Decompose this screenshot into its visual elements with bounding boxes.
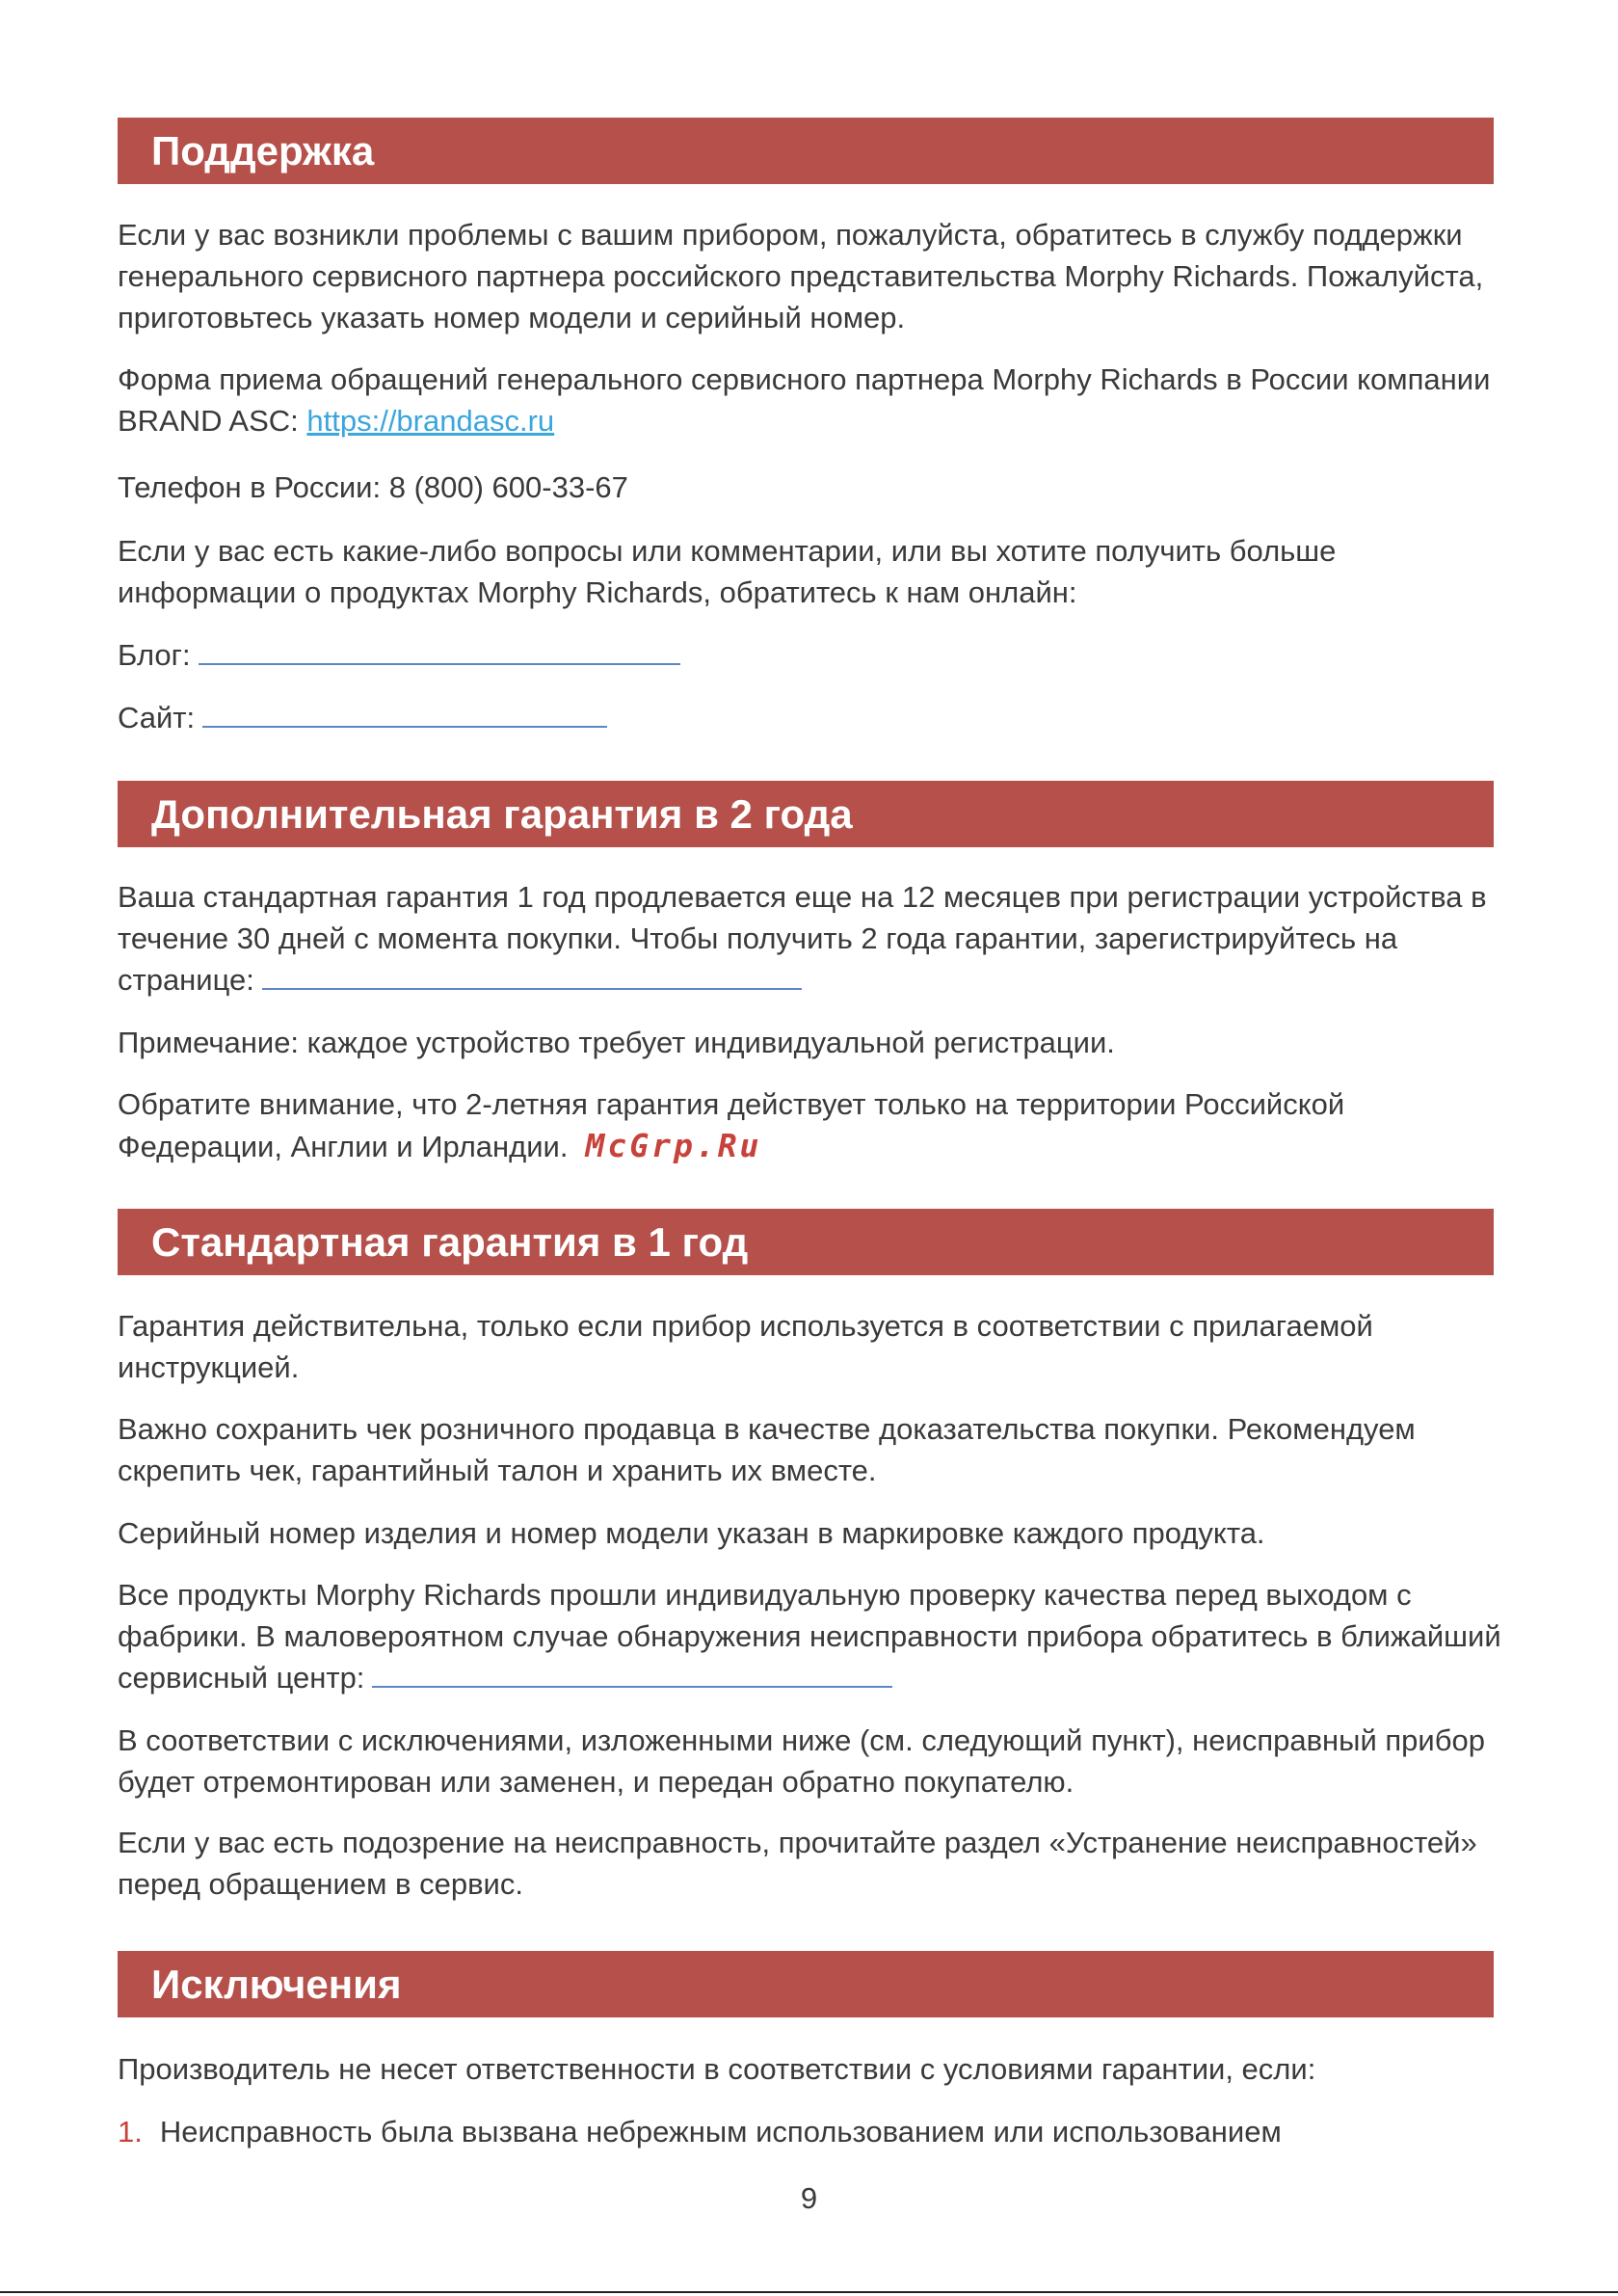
support-paragraph-4: Если у вас есть какие-либо вопросы или комментарии, или вы хотите получить больше информации о продуктах Morphy Richards, обратитесь к нам онлайн: bbox=[118, 534, 1337, 609]
watermark-text: McGrp.Ru bbox=[585, 1127, 762, 1164]
site-label: Сайт: bbox=[118, 701, 196, 734]
standard-paragraph-4-text: Все продукты Morphy Richards прошли индивидуальную проверку качества перед выходом с фабрики. В маловероятном случае обнаружения неисправности прибора обратитесь в ближайший сервисный центр: bbox=[118, 1578, 1501, 1695]
list-number-1: 1. bbox=[118, 2115, 143, 2149]
page-number: 9 bbox=[800, 2181, 818, 2215]
exclusions-paragraph-1: Производитель не несет ответственности в соответствии с условиями гарантии, если: bbox=[118, 2052, 1316, 2086]
standard-paragraph-4 bbox=[118, 1574, 1505, 1698]
extended-note: Примечание: каждое устройство требует индивидуальной регистрации. bbox=[118, 1026, 1115, 1059]
support-paragraph-1: Если у вас возникли проблемы с вашим прибором, пожалуйста, обратитесь в службу поддержки генерального сервисного партнера российского представительства Morphy Richards. Пожалуйста, приготовьтесь указать номер модели и серийный номер. bbox=[118, 218, 1484, 334]
extended-paragraph-1 bbox=[118, 876, 1505, 1001]
service-center-blank-line bbox=[372, 1659, 892, 1688]
site-line bbox=[118, 697, 1505, 738]
exclusions-list-item-1 bbox=[118, 2111, 1505, 2152]
standard-paragraph-6: Если у вас есть подозрение на неисправность, прочитайте раздел «Устранение неисправностей» перед обращением в сервис. bbox=[118, 1826, 1477, 1901]
extended-paragraph-3-text: Обратите внимание, что 2-летняя гарантия действует только на территории Российской Федерации, Англии и Ирландии. bbox=[118, 1087, 1345, 1163]
support-phone: Телефон в России: 8 (800) 600-33-67 bbox=[118, 470, 628, 504]
extended-paragraph-3 bbox=[118, 1083, 1505, 1167]
site-blank-line bbox=[202, 699, 607, 728]
standard-paragraph-5: В соответствии с исключениями, изложенными ниже (см. следующий пункт), неисправный прибор будет отремонтирован или заменен, и передан обратно покупателю. bbox=[118, 1723, 1485, 1799]
standard-paragraph-1: Гарантия действительна, только если прибор используется в соответствии с прилагаемой инструкцией. bbox=[118, 1309, 1373, 1384]
brandasc-link[interactable]: https://brandasc.ru bbox=[306, 404, 555, 438]
extended-paragraph-1-text: Ваша стандартная гарантия 1 год продлевается еще на 12 месяцев при регистрации устройства в течение 30 дней с момента покупки. Чтобы получить 2 года гарантии, зарегистрируйтесь на странице: bbox=[118, 880, 1487, 997]
standard-paragraph-2: Важно сохранить чек розничного продавца в качестве доказательства покупки. Рекомендуем скрепить чек, гарантийный талон и хранить их вместе. bbox=[118, 1412, 1416, 1487]
standard-paragraph-3: Серийный номер изделия и номер модели указан в маркировке каждого продукта. bbox=[118, 1516, 1265, 1550]
bottom-rule bbox=[0, 2291, 1618, 2293]
section-header-exclusions: Исключения bbox=[118, 1951, 1494, 2017]
blog-blank-line bbox=[199, 636, 680, 665]
support-paragraph-2-text: Форма приема обращений генерального сервисного партнера Morphy Richards в России компании BRAND ASC: bbox=[118, 362, 1491, 438]
list-item-1-text: Неисправность была вызвана небрежным использованием или использованием bbox=[159, 2115, 1282, 2149]
blog-label: Блог: bbox=[118, 638, 191, 672]
registration-blank-line bbox=[262, 961, 802, 990]
section-header-support: Поддержка bbox=[118, 118, 1494, 184]
section-header-standard-warranty: Стандартная гарантия в 1 год bbox=[118, 1209, 1494, 1275]
support-paragraph-2 bbox=[118, 359, 1505, 441]
section-header-extended-warranty: Дополнительная гарантия в 2 года bbox=[118, 781, 1494, 847]
blog-line bbox=[118, 634, 1505, 676]
